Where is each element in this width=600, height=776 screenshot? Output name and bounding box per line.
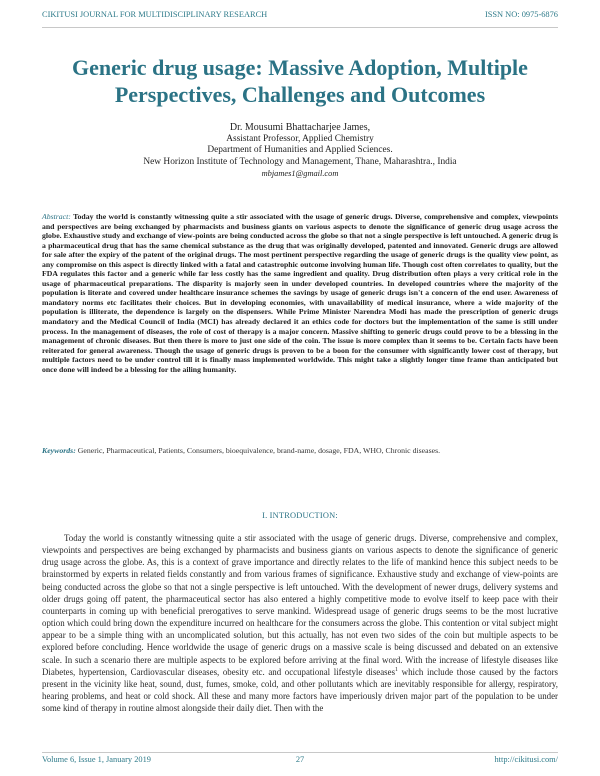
author-block [60,122,540,180]
abstract-label: Abstract: [42,212,71,221]
section-heading: I. INTRODUCTION: [262,511,338,520]
paper-title: Generic drug usage: Massive Adoption, Multiple Perspectives, Challenges and Outcomes [72,55,528,107]
header-divider [42,27,558,28]
journal-name: CIKITUSI JOURNAL FOR MULTIDISCIPLINARY RESEARCH [42,10,268,19]
journal-url[interactable]: http://cikitusi.com/ [494,755,558,764]
body-text-part2: which include those caused by the factors present in the vicinity like heat, sound, dust, fumes, smoke, cold, and other pollutants which are inevitably responsible for allergy, respiratory, hearing problems, and heat or cold shock. All these and many more factors have imperiously driven major part of the population to be under some kind of therapy in routine almost alongside their daily diet. Then with the [42,666,558,714]
author-name: Dr. Mousumi Bhattacharjee James, [229,122,371,133]
keywords-label: Keywords: [42,446,76,455]
footnote-mark: 1 [395,666,399,673]
body-text-part1: Today the world is constantly witnessing quite a stir associated with the usage of generic drugs. Diverse, comprehensive and complex, viewpoints and perspectives are being exchanged by pharmacists and business giants on various aspects to denote the significance of generic drug usage across the globe. As, this is a context of grave importance and directly relates to the life of mankind hence this subject needs to be brainstormed by experts in related fields constantly and from various frames of significance. Exhaustive study and exchange of view-points are being conducted across the globe so that not a single perspective is left untouched. With the development of newer drugs, delivery systems and older drugs going off patent, the pharmaceutical sector has also entered a highly competitive mode to evolve itself to keep pace with their counterparts in coming up with beneficial prerogatives to serve mankind. Widespread usage of generic drugs seems to be the most lucrative option which could bring down the expenditure incurred on healthcare for the consumers across the globe. This contention or vital subject might appear to be a simple thing with an uncomplicated solution, but this actually, has not even two sides of the coin but multiple aspects to be explored before concluding. Hence worldwide the usage of generic drugs on a massive scale is being discussed and debated on an extensive scale. In such a scenario there are multiple aspects to be explored before arriving at the final word. With the increase of lifestyle diseases like Diabetes, hypertension, Cardiovascular diseases, obesity etc. and occupational lifestyle diseases [42,533,558,677]
issn-number: ISSN NO: 0975-6876 [484,10,558,19]
author-position: Assistant Professor, Applied Chemistry [226,133,374,144]
page-number: 27 [295,755,305,764]
footer-divider [42,752,558,753]
running-header [42,10,558,24]
author-institute: New Horizon Institute of Technology and Management, Thane, Maharashtra., India [143,156,457,167]
introduction-paragraph [42,532,558,714]
abstract-text: Today the world is constantly witnessing quite a stir associated with the usage of generic drugs. Diverse, comprehensive and complex, viewpoints and perspectives are being exchanged by pharmacists and business giants on various aspects to denote the significance of generic drug usage across the globe. Exhaustive study and exchange of view-points are being conducted across the globe so that not a single perspective is left untouched. A generic drug is a pharmaceutical drug that has the same chemical substance as the drug that was originally developed, patented and innovated. Generic drugs are allowed for sale after the expiry of the patent of the original drugs. The most pertinent perspective regarding the usage of generic drugs is the quality view point, as any compromise on this aspect is directly linked with a fatal and catastrophic outcome involving human life. Though cost often correlates to quality, but the FDA regulates this factor and a generic while far less costly has the same ingredient and quality. Drug distribution often plays a very critical role in the usage of pharmaceutical preparations. The disparity is majorly seen in under developed countries. In developed countries where the majority of the population is literate and covered under healthcare insurance schemes the savings by usage of generic drugs isn't a concern of the end user. Awareness of mandatory norms etc facilitates their choices. But in developing economies, with unavailability of medical insurance, where a wide majority of the population is illiterate, the dependence is largely on the dispensers. While Prime Minister Narendra Modi has made the prescription of generic drugs mandatory and the Medical Council of India (MCI) has already declared it an ethics code for doctors but the implementation of the same is still under process. In the management of diseases, the role of cost of therapy is a major concern. Massive shifting to generic drugs could prove to be a blessing in the management of chronic diseases. But then there is more to just one side of the coin. The issue is more complex than it seems to be. Certain facts have been reiterated for general awareness. Though the usage of generic drugs is proven to be a boon for the consumer with significantly lower cost of therapy, but multiple factors need to be under control till it is finally mass implemented worldwide. This might take a slightly longer time frame than anticipated but once done will indeed be a blessing for the ailing humanity. [42,212,558,374]
author-email: mbjames1@gmail.com [261,169,339,179]
abstract [42,212,558,374]
author-department: Department of Humanities and Applied Sciences. [207,145,393,156]
keywords [42,446,558,456]
keywords-text: Generic, Pharmaceutical, Patients, Consumers, bioequivalence, brand-name, dosage, FDA, WHO, Chronic diseases. [77,446,441,455]
volume-info: Volume 6, Issue 1, January 2019 [42,755,151,764]
running-footer [42,755,558,769]
